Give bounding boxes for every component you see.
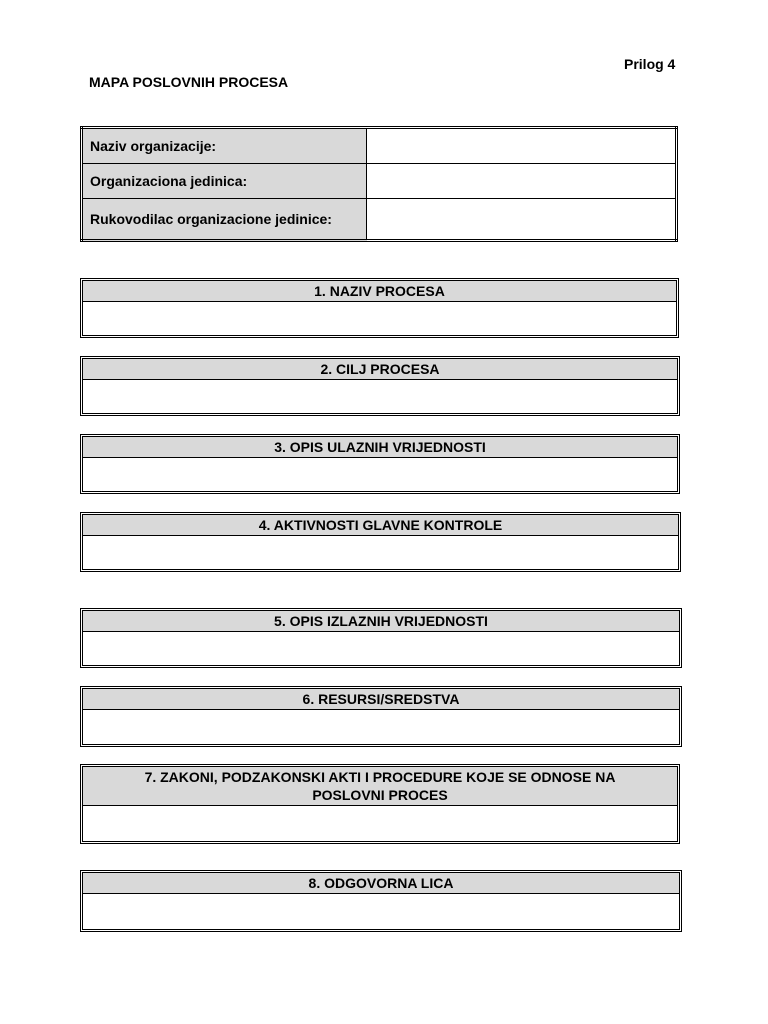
table-row xyxy=(82,164,677,199)
section-content-field[interactable] xyxy=(83,894,679,929)
section-laws-and-procedures xyxy=(80,764,680,844)
section-title: 1. NAZIV PROCESA xyxy=(83,281,676,302)
section-input-values xyxy=(80,434,680,494)
annex-label: Prilog 4 xyxy=(624,56,676,72)
section-output-values xyxy=(80,608,682,668)
section-process-name xyxy=(80,278,679,338)
organizational-unit-field[interactable] xyxy=(367,164,677,199)
unit-manager-label: Rukovodilac organizacione jedinice: xyxy=(82,199,367,241)
document-title: MAPA POSLOVNIH PROCESA xyxy=(89,74,289,90)
table-row xyxy=(82,128,677,164)
section-content-field[interactable] xyxy=(83,302,676,335)
section-process-goal xyxy=(80,356,680,416)
section-title: 7. ZAKONI, PODZAKONSKI AKTI I PROCEDURE KOJE SE ODNOSE NA POSLOVNI PROCES xyxy=(83,767,677,806)
organizational-unit-label: Organizaciona jedinica: xyxy=(82,164,367,199)
section-responsible-persons xyxy=(80,870,682,932)
organization-name-label: Naziv organizacije: xyxy=(82,128,367,164)
section-resources xyxy=(80,686,682,747)
organization-info-table xyxy=(80,126,678,242)
section-content-field[interactable] xyxy=(83,536,678,569)
section-title: 3. OPIS ULAZNIH VRIJEDNOSTI xyxy=(83,437,677,458)
organization-name-field[interactable] xyxy=(367,128,677,164)
section-main-control-activities xyxy=(80,512,681,572)
section-title: 8. ODGOVORNA LICA xyxy=(83,873,679,894)
section-content-field[interactable] xyxy=(83,806,677,841)
section-content-field[interactable] xyxy=(83,380,677,413)
section-title: 2. CILJ PROCESA xyxy=(83,359,677,380)
section-title: 6. RESURSI/SREDSTVA xyxy=(83,689,679,710)
section-content-field[interactable] xyxy=(83,632,679,665)
table-row xyxy=(82,199,677,241)
section-title: 5. OPIS IZLAZNIH VRIJEDNOSTI xyxy=(83,611,679,632)
unit-manager-field[interactable] xyxy=(367,199,677,241)
section-title: 4. AKTIVNOSTI GLAVNE KONTROLE xyxy=(83,515,678,536)
section-content-field[interactable] xyxy=(83,710,679,744)
section-content-field[interactable] xyxy=(83,458,677,491)
